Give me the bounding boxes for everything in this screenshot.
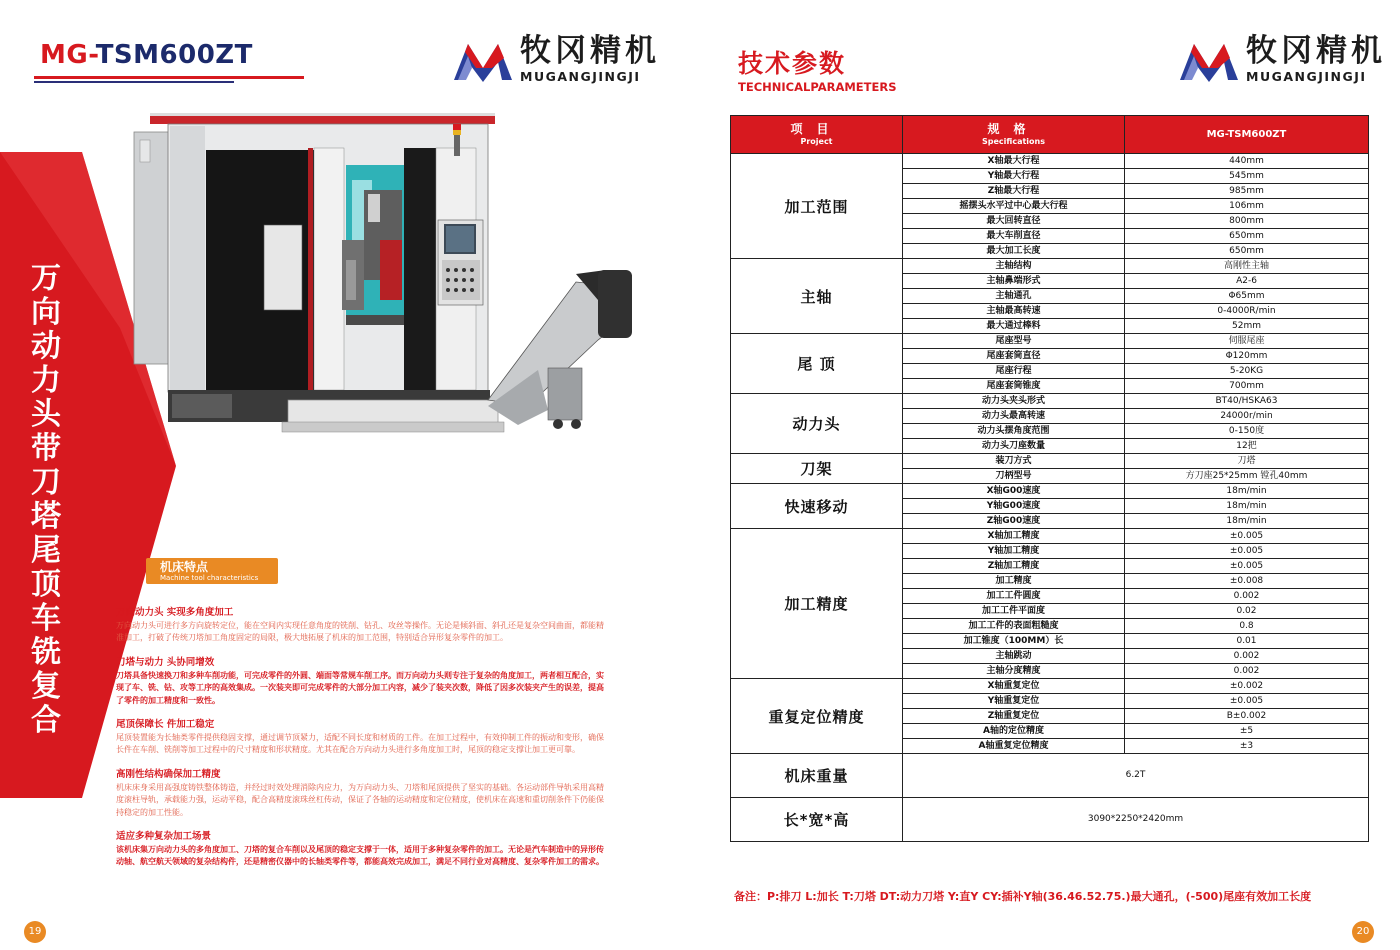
spec-item-cell: 主轴通孔 (903, 289, 1125, 304)
feature-title: 万向动力头 实现多角度加工 (116, 607, 234, 618)
spec-item-cell: 动力头最高转速 (903, 409, 1125, 424)
title-underline-red (34, 76, 304, 79)
category-cell: 重复定位精度 (731, 679, 903, 754)
feature-title: 适应多种复杂加工场景 (116, 831, 212, 843)
spec-item-cell: Z轴G00速度 (903, 514, 1125, 529)
page-number: 20 (1352, 921, 1374, 943)
spec-item-cell: Z轴最大行程 (903, 184, 1125, 199)
logo-en-text: MUGANGJINGJI (520, 69, 641, 84)
spec-item-cell: Y轴加工精度 (903, 544, 1125, 559)
logo-en-text: MUGANGJINGJI (1246, 69, 1367, 84)
spec-item-cell: Y轴重复定位 (903, 694, 1125, 709)
header-project-en: Project (800, 137, 833, 146)
feature-list (116, 606, 610, 880)
spec-value-cell: 0.02 (1125, 604, 1369, 619)
table-row (731, 484, 1369, 499)
spec-item-cell: 动力头刀座数量 (903, 439, 1125, 454)
section-subtitle: TECHNICALPARAMETERS (738, 80, 897, 94)
feature-title: 高刚性结构确保加工精度 (116, 768, 221, 780)
spec-item-cell: 尾座型号 (903, 334, 1125, 349)
spec-value-cell: ±0.005 (1125, 544, 1369, 559)
feature-tag-cn: 机床特点 (160, 560, 209, 574)
spec-item-cell: 装刀方式 (903, 454, 1125, 469)
spec-item-cell: 加工工件平面度 (903, 604, 1125, 619)
spec-item-cell: 加工工件的表面粗糙度 (903, 619, 1125, 634)
feature-body: 万向动力头可进行多方向旋转定位，能在空间内实现任意角度的铣削、钻孔、攻丝等操作。无论是倾斜面、斜孔还是复杂空间曲面，都能精准加工，打破了传统刀塔加工角度固定的局限，极大地拓展了机床的加工范围，特别适合异形复杂零件的加工。 (116, 621, 604, 643)
spec-value-cell: 0-150度 (1125, 424, 1369, 439)
feature-body: 该机床集万向动力头的多角度加工、刀塔的复合车削以及尾顶的稳定支撑于一体，适用于多种复杂零件的加工。无论是汽车制造中的异形传动轴、航空航天领域的复杂结构件，还是精密仪器中的长轴类零件等，都能高效完成加工，满足不同行业对高精度、复杂零件加工的需求。 (116, 845, 604, 867)
header-project (731, 116, 903, 154)
feature-item (116, 768, 610, 819)
spec-value-cell: A2-6 (1125, 274, 1369, 289)
spec-item-cell: 动力头摆角度范围 (903, 424, 1125, 439)
category-cell: 快速移动 (731, 484, 903, 529)
spec-value-cell: 18m/min (1125, 499, 1369, 514)
slogan-char: 带 (31, 431, 61, 466)
spec-value-cell: Φ65mm (1125, 289, 1369, 304)
category-cell: 动力头 (731, 394, 903, 454)
spec-item-cell: 主轴分度精度 (903, 664, 1125, 679)
table-row (731, 259, 1369, 274)
spec-item-cell: Z轴加工精度 (903, 559, 1125, 574)
slogan-char: 复 (31, 669, 61, 704)
spec-value-cell: 650mm (1125, 244, 1369, 259)
spec-value-cell: ±0.008 (1125, 574, 1369, 589)
category-cell: 尾 顶 (731, 334, 903, 394)
spec-value-cell: 18m/min (1125, 514, 1369, 529)
spec-value-cell: 440mm (1125, 154, 1369, 169)
spec-item-cell: 摇摆头水平过中心最大行程 (903, 199, 1125, 214)
spec-value-cell: 0.002 (1125, 649, 1369, 664)
brochure-page-right (700, 0, 1400, 950)
table-row (731, 529, 1369, 544)
spec-item-cell: 最大车削直径 (903, 229, 1125, 244)
spec-value-cell: 高刚性主轴 (1125, 259, 1369, 274)
vertical-slogan (26, 262, 66, 738)
table-row (731, 754, 1369, 798)
slogan-char: 铣 (31, 635, 61, 670)
spec-value-cell: 545mm (1125, 169, 1369, 184)
table-header-row (731, 116, 1369, 154)
spec-item-cell: A轴的定位精度 (903, 724, 1125, 739)
spec-item-cell: 动力头夹头形式 (903, 394, 1125, 409)
spec-item-cell: 加工锥度（100MM）长 (903, 634, 1125, 649)
spec-item-cell: 加工精度 (903, 574, 1125, 589)
spec-value-cell: ±0.002 (1125, 679, 1369, 694)
slogan-char: 刀 (31, 465, 61, 500)
spec-item-cell: Y轴最大行程 (903, 169, 1125, 184)
page-number: 19 (24, 921, 46, 943)
header-project-cn: 项目 (790, 122, 843, 136)
spec-value-cell: 伺服尾座 (1125, 334, 1369, 349)
header-spec-cn: 规格 (987, 122, 1040, 136)
brand-logo (1178, 33, 1386, 84)
spec-item-cell: 最大通过棒料 (903, 319, 1125, 334)
table-row (731, 679, 1369, 694)
model-suffix: TSM600ZT (95, 40, 253, 70)
model-prefix: MG- (40, 40, 96, 70)
slogan-char: 合 (31, 703, 61, 738)
category-cell: 加工范围 (731, 154, 903, 259)
spec-item-cell: 尾座行程 (903, 364, 1125, 379)
spec-value-cell: ±3 (1125, 739, 1369, 754)
spec-item-cell: 主轴结构 (903, 259, 1125, 274)
slogan-char: 动 (31, 329, 61, 364)
spec-value-cell: 12把 (1125, 439, 1369, 454)
section-title: 技术参数 (738, 49, 847, 78)
table-row (731, 334, 1369, 349)
feature-body: 刀塔具备快速换刀和多种车削功能，可完成零件的外圆、端面等常规车削工序。而万向动力头则专注于复杂的角度加工，两者相互配合，实现了车、铣、钻、攻等工序的高效集成。一次装夹即可完成零件的大部分加工内容，减少了装夹次数，降低了因多次装夹产生的误差，提高了零件的加工精度和一致性。 (116, 670, 604, 705)
feature-item (116, 606, 610, 645)
feature-title: 刀塔与动力 头协同增效 (116, 656, 215, 668)
spec-value-cell: 0.8 (1125, 619, 1369, 634)
footnote: 备注：P:排刀 L:加长 T:刀塔 DT:动力刀塔 Y:直Y CY:插补Y轴(36.46.52.75.)最大通孔，(-500)尾座有效加工长度 (734, 890, 1312, 903)
spec-item-cell: 最大加工长度 (903, 244, 1125, 259)
spec-value-cell: B±0.002 (1125, 709, 1369, 724)
spec-item-cell: 刀柄型号 (903, 469, 1125, 484)
logo-mark-icon (1178, 38, 1240, 82)
slogan-char: 尾 (31, 533, 61, 568)
category-cell: 机床重量 (731, 754, 903, 798)
spec-value-cell: 24000r/min (1125, 409, 1369, 424)
feature-body: 机床床身采用高强度铸铁整体铸造，并经过时效处理消除内应力，为万向动力头、刀塔和尾顶提供了坚实的基础。各运动部件导轨采用高精度滚柱导轨，承载能力强，运动平稳，配合高精度滚珠丝杠传动，保证了各轴的运动精度和定位精度，使机床在高速和重切削条件下仍能保持稳定的加工性能。 (116, 782, 604, 817)
slogan-char: 顶 (31, 567, 61, 602)
spec-value-cell: ±5 (1125, 724, 1369, 739)
table-row (731, 154, 1369, 169)
spec-value-cell: BT40/HSKA63 (1125, 394, 1369, 409)
category-cell: 长*宽*高 (731, 798, 903, 842)
spec-item-cell: X轴重复定位 (903, 679, 1125, 694)
spec-value-cell: 106mm (1125, 199, 1369, 214)
model-title (40, 40, 253, 70)
spec-value-cell: 0.002 (1125, 664, 1369, 679)
slogan-char: 力 (31, 363, 61, 398)
spec-value-cell: ±0.005 (1125, 694, 1369, 709)
spec-value-cell: 0.01 (1125, 634, 1369, 649)
spec-value-cell: 0.002 (1125, 589, 1369, 604)
table-row (731, 798, 1369, 842)
spec-value-cell: 刀塔 (1125, 454, 1369, 469)
spec-value-cell: ±0.005 (1125, 529, 1369, 544)
logo-cn-text: 牧冈精机 (520, 33, 660, 69)
spec-value-cell: 方刀座25*25mm 镗孔40mm (1125, 469, 1369, 484)
spec-item-cell: 主轴最高转速 (903, 304, 1125, 319)
feature-body: 尾顶装置能为长轴类零件提供稳固支撑，通过调节顶紧力，适配不同长度和材质的工件。在加工过程中，有效抑制工件的振动和变形，确保长件在车削、铣削等加工过程中的尺寸精度和形状精度。尤其在配合万向动力头进行多角度加工时，尾顶的稳定支撑让加工更可靠。 (116, 733, 604, 755)
spec-item-cell: X轴最大行程 (903, 154, 1125, 169)
slogan-char: 塔 (31, 499, 61, 534)
spec-item-cell: A轴重复定位精度 (903, 739, 1125, 754)
spec-item-cell: Z轴重复定位 (903, 709, 1125, 724)
category-cell: 刀架 (731, 454, 903, 484)
spec-item-cell: 尾座套筒直径 (903, 349, 1125, 364)
feature-tag-en: Machine tool characteristics (160, 574, 259, 582)
slogan-char: 车 (31, 601, 61, 636)
brand-logo (452, 33, 660, 84)
spec-item-cell: X轴加工精度 (903, 529, 1125, 544)
spec-value-cell: ±0.005 (1125, 559, 1369, 574)
logo-cn-text: 牧冈精机 (1246, 33, 1386, 69)
feature-title: 尾顶保障长 件加工稳定 (116, 719, 215, 731)
header-spec-en: Specifications (982, 137, 1045, 146)
machine-tool-image (128, 110, 640, 460)
header-model: MG-TSM600ZT (1125, 116, 1369, 154)
spec-table (730, 115, 1369, 842)
spec-value-cell: 700mm (1125, 379, 1369, 394)
spec-value-cell: 3090*2250*2420mm (903, 798, 1369, 842)
spec-item-cell: 主轴鼻端形式 (903, 274, 1125, 289)
spec-value-cell: 650mm (1125, 229, 1369, 244)
title-underline-navy (34, 81, 234, 83)
slogan-char: 向 (31, 295, 61, 330)
spec-value-cell: 5-20KG (1125, 364, 1369, 379)
spec-item-cell: 加工工件圆度 (903, 589, 1125, 604)
slogan-char: 头 (31, 397, 61, 432)
spec-value-cell: 18m/min (1125, 484, 1369, 499)
spec-value-cell: 985mm (1125, 184, 1369, 199)
spec-value-cell: 52mm (1125, 319, 1369, 334)
category-cell: 主轴 (731, 259, 903, 334)
table-row (731, 454, 1369, 469)
header-spec (903, 116, 1125, 154)
feature-item (116, 830, 610, 869)
spec-value-cell: 6.2T (903, 754, 1369, 798)
spec-value-cell: 0-4000R/min (1125, 304, 1369, 319)
feature-item (116, 656, 610, 707)
feature-tag (146, 558, 278, 584)
spec-item-cell: 尾座套筒锥度 (903, 379, 1125, 394)
feature-item (116, 718, 610, 757)
category-cell: 加工精度 (731, 529, 903, 679)
spec-item-cell: 主轴跳动 (903, 649, 1125, 664)
spec-item-cell: X轴G00速度 (903, 484, 1125, 499)
spec-item-cell: 最大回转直径 (903, 214, 1125, 229)
spec-table-body (731, 154, 1369, 842)
spec-value-cell: 800mm (1125, 214, 1369, 229)
slogan-char: 万 (31, 261, 61, 296)
spec-item-cell: Y轴G00速度 (903, 499, 1125, 514)
logo-mark-icon (452, 38, 514, 82)
spec-value-cell: Φ120mm (1125, 349, 1369, 364)
table-row (731, 394, 1369, 409)
